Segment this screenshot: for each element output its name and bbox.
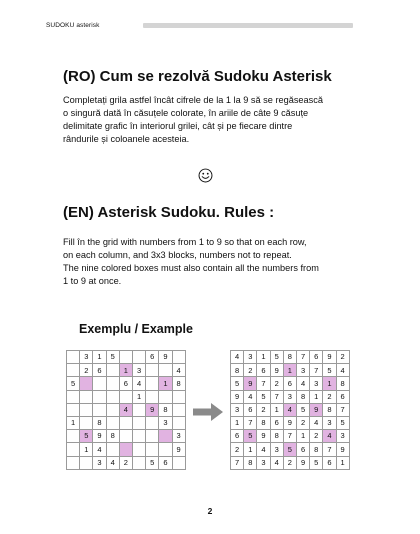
solution-cell: 4 bbox=[296, 377, 309, 390]
solution-cell: 1 bbox=[257, 351, 270, 364]
solution-cell: 6 bbox=[244, 403, 257, 416]
solution-cell: 2 bbox=[244, 364, 257, 377]
solution-cell: 5 bbox=[336, 416, 349, 429]
puzzle-row bbox=[67, 443, 186, 456]
solution-cell: 7 bbox=[270, 390, 283, 403]
puzzle-cell bbox=[132, 430, 145, 443]
puzzle-cell: 3 bbox=[172, 430, 185, 443]
puzzle-cell bbox=[80, 403, 93, 416]
en-heading: (EN) Asterisk Sudoku. Rules : bbox=[63, 204, 275, 221]
solution-cell: 9 bbox=[244, 377, 257, 390]
puzzle-cell bbox=[119, 351, 132, 364]
puzzle-cell: 4 bbox=[172, 364, 185, 377]
solution-cell: 6 bbox=[283, 377, 296, 390]
puzzle-cell bbox=[172, 456, 185, 469]
solution-cell: 5 bbox=[296, 403, 309, 416]
solution-cell: 2 bbox=[310, 430, 323, 443]
solution-cell: 7 bbox=[231, 456, 244, 469]
puzzle-cell bbox=[67, 364, 80, 377]
puzzle-cell: 9 bbox=[93, 430, 106, 443]
solution-cell: 1 bbox=[296, 430, 309, 443]
puzzle-cell: 8 bbox=[106, 430, 119, 443]
solution-cell: 2 bbox=[257, 403, 270, 416]
solution-cell: 6 bbox=[310, 351, 323, 364]
solution-cell: 9 bbox=[283, 416, 296, 429]
puzzle-cell bbox=[106, 403, 119, 416]
solution-cell: 4 bbox=[231, 351, 244, 364]
solution-cell: 6 bbox=[296, 443, 309, 456]
solution-cell: 5 bbox=[310, 456, 323, 469]
solution-cell: 8 bbox=[336, 377, 349, 390]
solution-cell: 1 bbox=[244, 443, 257, 456]
puzzle-cell bbox=[119, 390, 132, 403]
puzzle-cell bbox=[67, 390, 80, 403]
solution-cell: 2 bbox=[323, 390, 336, 403]
solution-row bbox=[231, 403, 350, 416]
puzzle-cell bbox=[106, 390, 119, 403]
puzzle-cell: 1 bbox=[67, 416, 80, 429]
solution-cell: 2 bbox=[296, 416, 309, 429]
solution-row bbox=[231, 456, 350, 469]
ro-heading: (RO) Cum se rezolvă Sudoku Asterisk bbox=[63, 68, 332, 85]
puzzle-cell: 1 bbox=[93, 351, 106, 364]
solution-row bbox=[231, 377, 350, 390]
solution-cell: 7 bbox=[257, 377, 270, 390]
puzzle-cell bbox=[106, 443, 119, 456]
puzzle-cell: 9 bbox=[146, 403, 159, 416]
solution-cell: 5 bbox=[323, 364, 336, 377]
puzzle-cell bbox=[132, 351, 145, 364]
solution-cell: 3 bbox=[244, 351, 257, 364]
puzzle-cell bbox=[159, 443, 172, 456]
solution-cell: 5 bbox=[231, 377, 244, 390]
solution-cell: 5 bbox=[244, 430, 257, 443]
solution-cell: 9 bbox=[323, 351, 336, 364]
solution-cell: 9 bbox=[270, 364, 283, 377]
solution-cell: 1 bbox=[310, 390, 323, 403]
puzzle-cell bbox=[159, 430, 172, 443]
solution-cell: 2 bbox=[283, 456, 296, 469]
solution-cell: 5 bbox=[270, 351, 283, 364]
ro-rules-line: o singură dată în căsuțele colorate, în ariile de câte 9 căsuțe bbox=[63, 108, 309, 118]
puzzle-cell: 3 bbox=[80, 351, 93, 364]
solution-cell: 3 bbox=[231, 403, 244, 416]
solution-cell: 3 bbox=[283, 390, 296, 403]
puzzle-cell bbox=[119, 416, 132, 429]
solution-cell: 3 bbox=[270, 443, 283, 456]
solution-cell: 7 bbox=[283, 430, 296, 443]
puzzle-cell: 2 bbox=[119, 456, 132, 469]
solution-row bbox=[231, 390, 350, 403]
puzzle-cell: 6 bbox=[146, 351, 159, 364]
solution-cell: 4 bbox=[323, 430, 336, 443]
solution-cell: 6 bbox=[231, 430, 244, 443]
puzzle-cell bbox=[159, 390, 172, 403]
solution-row bbox=[231, 416, 350, 429]
solution-cell: 4 bbox=[336, 364, 349, 377]
solution-cell: 4 bbox=[310, 416, 323, 429]
solution-cell: 5 bbox=[257, 390, 270, 403]
solution-cell: 9 bbox=[296, 456, 309, 469]
puzzle-cell: 5 bbox=[106, 351, 119, 364]
solution-cell: 8 bbox=[244, 456, 257, 469]
puzzle-cell bbox=[146, 390, 159, 403]
puzzle-cell bbox=[67, 351, 80, 364]
en-rules-line: The nine colored boxes must also contain all the numbers from bbox=[63, 263, 319, 273]
en-rules-paragraph bbox=[63, 236, 363, 288]
puzzle-cell: 8 bbox=[93, 416, 106, 429]
puzzle-cell bbox=[172, 416, 185, 429]
puzzle-row bbox=[67, 456, 186, 469]
solution-cell: 3 bbox=[257, 456, 270, 469]
solution-cell: 6 bbox=[270, 416, 283, 429]
solution-cell: 2 bbox=[270, 377, 283, 390]
puzzle-cell bbox=[93, 377, 106, 390]
puzzle-cell bbox=[159, 364, 172, 377]
puzzle-cell bbox=[132, 416, 145, 429]
solution-cell: 8 bbox=[283, 351, 296, 364]
solution-cell: 7 bbox=[310, 364, 323, 377]
solution-cell: 4 bbox=[270, 456, 283, 469]
ro-rules-line: Completați grila astfel încât cifrele de la 1 la 9 să se regăsească bbox=[63, 95, 323, 105]
solution-cell: 9 bbox=[310, 403, 323, 416]
solution-row bbox=[231, 364, 350, 377]
solution-cell: 8 bbox=[296, 390, 309, 403]
puzzle-cell: 8 bbox=[172, 377, 185, 390]
puzzle-grid bbox=[66, 350, 186, 470]
puzzle-cell: 3 bbox=[93, 456, 106, 469]
puzzle-cell bbox=[172, 390, 185, 403]
puzzle-cell bbox=[93, 390, 106, 403]
puzzle-cell bbox=[80, 456, 93, 469]
right-arrow-icon bbox=[193, 403, 223, 421]
solution-cell: 1 bbox=[323, 377, 336, 390]
puzzle-cell: 5 bbox=[146, 456, 159, 469]
puzzle-cell: 4 bbox=[132, 377, 145, 390]
solution-cell: 1 bbox=[270, 403, 283, 416]
puzzle-row bbox=[67, 416, 186, 429]
puzzle-row bbox=[67, 390, 186, 403]
puzzle-row bbox=[67, 430, 186, 443]
solution-cell: 1 bbox=[231, 416, 244, 429]
puzzle-row bbox=[67, 364, 186, 377]
puzzle-cell bbox=[80, 377, 93, 390]
puzzle-cell bbox=[146, 430, 159, 443]
puzzle-cell bbox=[146, 377, 159, 390]
puzzle-cell: 1 bbox=[119, 364, 132, 377]
ro-rules-line: delimitate grafic în interiorul grilei, cât și pe fiecare dintre bbox=[63, 121, 293, 131]
puzzle-cell: 6 bbox=[159, 456, 172, 469]
puzzle-cell: 9 bbox=[159, 351, 172, 364]
example-heading: Exemplu / Example bbox=[79, 322, 193, 336]
solution-cell: 9 bbox=[231, 390, 244, 403]
solution-row bbox=[231, 430, 350, 443]
puzzle-cell bbox=[146, 443, 159, 456]
puzzle-cell: 6 bbox=[119, 377, 132, 390]
solution-cell: 7 bbox=[244, 416, 257, 429]
solution-row bbox=[231, 351, 350, 364]
solution-cell: 1 bbox=[336, 456, 349, 469]
puzzle-cell: 4 bbox=[106, 456, 119, 469]
puzzle-cell: 3 bbox=[159, 416, 172, 429]
puzzle-cell bbox=[172, 351, 185, 364]
en-rules-line: on each column, and 3x3 blocks, numbers not to repeat. bbox=[63, 250, 292, 260]
solution-cell: 4 bbox=[283, 403, 296, 416]
solution-row bbox=[231, 443, 350, 456]
solution-cell: 6 bbox=[257, 364, 270, 377]
running-header: SUDOKU asterisk bbox=[46, 22, 100, 29]
puzzle-row bbox=[67, 351, 186, 364]
solution-cell: 6 bbox=[323, 456, 336, 469]
puzzle-row bbox=[67, 377, 186, 390]
puzzle-cell: 5 bbox=[80, 430, 93, 443]
solution-cell: 8 bbox=[270, 430, 283, 443]
solution-cell: 9 bbox=[257, 430, 270, 443]
puzzle-cell: 3 bbox=[132, 364, 145, 377]
puzzle-cell bbox=[119, 443, 132, 456]
puzzle-cell: 2 bbox=[80, 364, 93, 377]
solution-cell: 7 bbox=[296, 351, 309, 364]
en-rules-line: 1 to 9 at once. bbox=[63, 276, 122, 286]
page-number: 2 bbox=[207, 506, 213, 516]
solution-cell: 2 bbox=[336, 351, 349, 364]
puzzle-cell: 1 bbox=[132, 390, 145, 403]
puzzle-cell: 6 bbox=[93, 364, 106, 377]
solution-cell: 2 bbox=[231, 443, 244, 456]
solution-cell: 5 bbox=[283, 443, 296, 456]
puzzle-cell bbox=[146, 416, 159, 429]
puzzle-cell bbox=[132, 456, 145, 469]
puzzle-cell bbox=[67, 456, 80, 469]
puzzle-row bbox=[67, 403, 186, 416]
solution-cell: 8 bbox=[231, 364, 244, 377]
puzzle-cell bbox=[106, 364, 119, 377]
solution-cell: 9 bbox=[336, 443, 349, 456]
puzzle-cell bbox=[106, 377, 119, 390]
puzzle-cell: 1 bbox=[80, 443, 93, 456]
puzzle-cell: 1 bbox=[159, 377, 172, 390]
puzzle-cell bbox=[67, 430, 80, 443]
solution-cell: 8 bbox=[257, 416, 270, 429]
ro-rules-paragraph bbox=[63, 94, 363, 146]
puzzle-cell bbox=[132, 403, 145, 416]
solution-cell: 3 bbox=[323, 416, 336, 429]
solution-cell: 3 bbox=[296, 364, 309, 377]
puzzle-cell: 8 bbox=[159, 403, 172, 416]
puzzle-cell bbox=[80, 416, 93, 429]
puzzle-cell bbox=[67, 403, 80, 416]
solution-cell: 3 bbox=[310, 377, 323, 390]
smiley-face-icon bbox=[198, 168, 213, 183]
puzzle-cell bbox=[93, 403, 106, 416]
solution-cell: 8 bbox=[310, 443, 323, 456]
puzzle-cell bbox=[119, 430, 132, 443]
header-rule bbox=[143, 23, 353, 28]
solution-cell: 4 bbox=[244, 390, 257, 403]
puzzle-cell: 5 bbox=[67, 377, 80, 390]
solution-cell: 4 bbox=[257, 443, 270, 456]
solution-cell: 8 bbox=[323, 403, 336, 416]
solution-cell: 7 bbox=[323, 443, 336, 456]
puzzle-cell bbox=[132, 443, 145, 456]
puzzle-cell bbox=[172, 403, 185, 416]
en-rules-line: Fill în the grid with numbers from 1 to 9 so that on each row, bbox=[63, 237, 307, 247]
puzzle-cell bbox=[80, 390, 93, 403]
puzzle-cell bbox=[146, 364, 159, 377]
puzzle-cell bbox=[67, 443, 80, 456]
solution-cell: 7 bbox=[336, 403, 349, 416]
puzzle-cell: 9 bbox=[172, 443, 185, 456]
solution-cell: 1 bbox=[283, 364, 296, 377]
puzzle-cell bbox=[106, 416, 119, 429]
solution-grid bbox=[230, 350, 350, 470]
ro-rules-line: rândurile și coloanele acesteia. bbox=[63, 134, 190, 144]
solution-cell: 3 bbox=[336, 430, 349, 443]
puzzle-cell: 4 bbox=[93, 443, 106, 456]
puzzle-cell: 4 bbox=[119, 403, 132, 416]
solution-cell: 6 bbox=[336, 390, 349, 403]
